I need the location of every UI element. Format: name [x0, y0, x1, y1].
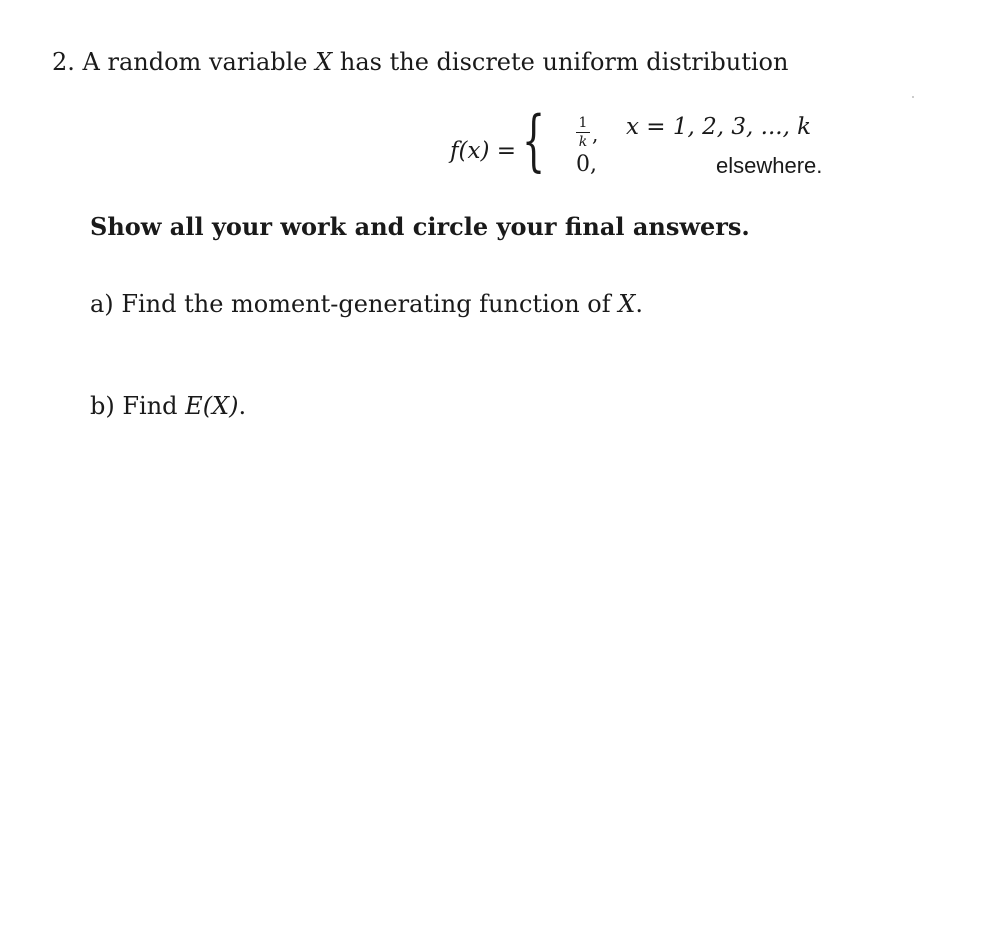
part-a-label: a) [90, 290, 114, 318]
formula-lhs: f(x) = [450, 138, 517, 164]
case-condition-support: x = 1, 2, 3, ..., k [626, 114, 812, 140]
left-brace: { [522, 102, 546, 179]
fraction-comma: , [592, 122, 599, 146]
part-a-variable: X [618, 290, 636, 318]
fraction-numerator: 1 [578, 115, 588, 131]
statement-text-before: A random variable [82, 48, 308, 76]
problem-number: 2. [52, 48, 75, 76]
instruction-text: Show all your work and circle your final answers. [90, 212, 750, 241]
part-a [90, 290, 643, 318]
part-b-expectation: E(X) [185, 392, 239, 420]
part-b [90, 392, 246, 420]
case-zero-value: 0, [576, 152, 597, 177]
part-b-text: Find [122, 392, 178, 420]
scan-speck [912, 96, 914, 98]
part-a-text: Find the moment-generating function of [121, 290, 611, 318]
fraction-one-over-k [576, 116, 590, 149]
part-a-period: . [635, 290, 643, 318]
fraction-bar [576, 132, 590, 133]
pmf-formula [450, 102, 850, 194]
statement-text-after: has the discrete uniform distribution [339, 48, 789, 76]
fraction-denominator: k [578, 134, 588, 150]
part-b-period: . [238, 392, 247, 420]
part-b-label: b) [90, 392, 115, 420]
random-variable-symbol: X [315, 48, 333, 76]
case-condition-elsewhere: elsewhere. [716, 153, 823, 178]
problem-statement [52, 48, 788, 76]
